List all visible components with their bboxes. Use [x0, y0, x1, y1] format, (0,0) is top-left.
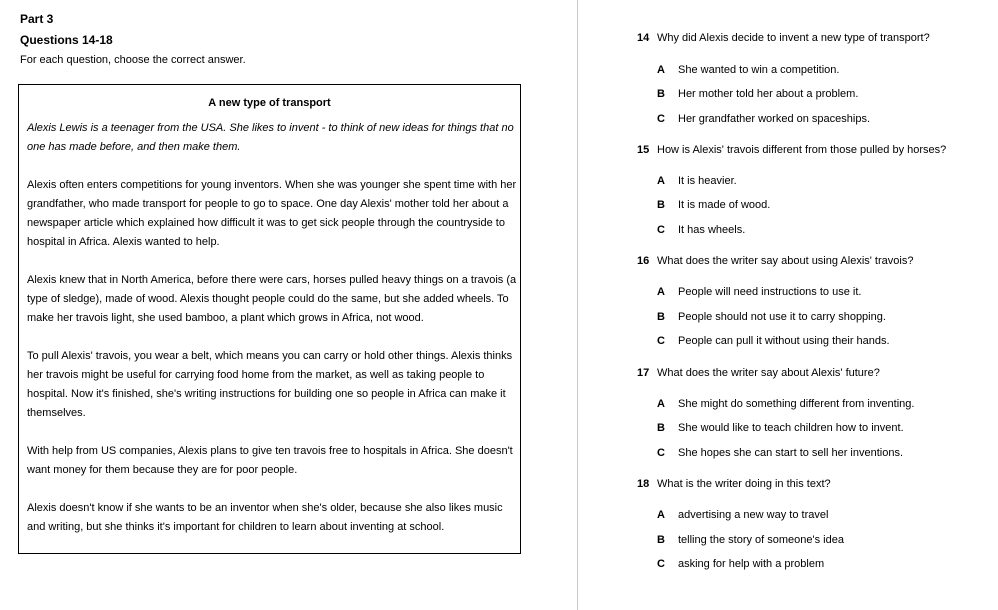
option-text: She hopes she can start to sell her inventions.: [678, 447, 904, 459]
option-text: She would like to teach children how to invent.: [678, 422, 904, 434]
option-text: She wanted to win a competition.: [678, 64, 840, 76]
option-letter: C: [657, 335, 665, 347]
option-letter: C: [657, 113, 665, 125]
option-letter: A: [657, 175, 665, 187]
question-number: 15: [637, 144, 650, 156]
instruction: For each question, choose the correct answer.: [20, 54, 246, 66]
part-heading: Part 3: [20, 12, 54, 26]
questions-range: Questions 14-18: [20, 33, 113, 47]
question-18: [637, 478, 831, 490]
question-number: 17: [637, 367, 650, 379]
option-letter: C: [657, 558, 665, 570]
paragraph-4: To pull Alexis' travois, you wear a belt, which means you can carry or hold other things. Alexis thinks her travois might be useful for carrying food home from the market, as well as taking people to hospital. Now it's finished, she's writing instructions for building one so people in Africa can make it themselves.: [27, 350, 513, 419]
option-letter: A: [657, 398, 665, 410]
question-text: How is Alexis' travois different from those pulled by horses?: [657, 144, 947, 156]
question-15: [637, 144, 946, 156]
option-text: People can pull it without using their hands.: [678, 335, 890, 347]
q17-option-b[interactable]: [657, 422, 904, 434]
reading-text-box: [18, 84, 521, 554]
option-letter: A: [657, 509, 665, 521]
option-letter: B: [657, 311, 665, 323]
option-letter: B: [657, 534, 665, 546]
option-text: Her mother told her about a problem.: [678, 88, 859, 100]
paragraph-1: Alexis Lewis is a teenager from the USA. She likes to invent - to think of new ideas for things that no one has made before, and then make them.: [27, 122, 514, 153]
option-text: She might do something different from inventing.: [678, 398, 915, 410]
q15-option-b[interactable]: [657, 199, 770, 211]
q16-option-a[interactable]: [657, 286, 861, 298]
text-title: A new type of transport: [208, 97, 331, 109]
q17-option-a[interactable]: [657, 398, 914, 410]
q18-option-b[interactable]: [657, 534, 844, 546]
option-text: advertising a new way to travel: [678, 509, 829, 521]
option-letter: C: [657, 447, 665, 459]
q14-option-b[interactable]: [657, 88, 858, 100]
q15-option-a[interactable]: [657, 175, 737, 187]
option-letter: B: [657, 88, 665, 100]
question-number: 16: [637, 255, 650, 267]
paragraph-6: Alexis doesn't know if she wants to be an inventor when she's older, because she also likes music and writing, but she thinks it's important for children to learn about inventing at school.: [27, 502, 503, 533]
question-text: Why did Alexis decide to invent a new type of transport?: [657, 32, 930, 44]
option-letter: B: [657, 199, 665, 211]
option-text: People should not use it to carry shopping.: [678, 311, 886, 323]
question-number: 14: [637, 32, 650, 44]
option-letter: C: [657, 224, 665, 236]
option-letter: A: [657, 64, 665, 76]
q16-option-b[interactable]: [657, 311, 886, 323]
q14-option-c[interactable]: [657, 113, 870, 125]
question-14: [637, 32, 930, 44]
paragraph-3: Alexis knew that in North America, before there were cars, horses pulled heavy things on a travois (a type of sledge), made of wood. Alexis thought people could do the same, but she added wheels. To make her travois light, she used bamboo, a plant which grows in Africa, not wood.: [27, 274, 517, 324]
question-text: What is the writer doing in this text?: [657, 478, 831, 490]
option-text: It is made of wood.: [678, 199, 771, 211]
question-text: What does the writer say about using Alexis' travois?: [657, 255, 914, 267]
q18-option-c[interactable]: [657, 558, 824, 570]
q18-option-a[interactable]: [657, 509, 828, 521]
question-text: What does the writer say about Alexis' future?: [657, 367, 880, 379]
option-letter: A: [657, 286, 665, 298]
option-text: People will need instructions to use it.: [678, 286, 862, 298]
option-text: It has wheels.: [678, 224, 746, 236]
question-number: 18: [637, 478, 650, 490]
q16-option-c[interactable]: [657, 335, 890, 347]
q15-option-c[interactable]: [657, 224, 745, 236]
q17-option-c[interactable]: [657, 447, 903, 459]
option-text: It is heavier.: [678, 175, 737, 187]
paragraph-2: Alexis often enters competitions for young inventors. When she was younger she spent time with her grandfather, who made transport for people to go to space. One day Alexis' mother told her about a newspaper article which explained how difficult it was to get sick people through the countryside to hospital in Africa. Alexis wanted to help.: [27, 179, 517, 248]
option-text: Her grandfather worked on spaceships.: [678, 113, 870, 125]
right-page: [578, 0, 998, 610]
q14-option-a[interactable]: [657, 64, 839, 76]
option-letter: B: [657, 422, 665, 434]
question-16: [637, 255, 913, 267]
question-17: [637, 367, 880, 379]
paragraph-5: With help from US companies, Alexis plans to give ten travois free to hospitals in Africa. She doesn't want money for them because they are for poor people.: [27, 445, 513, 476]
option-text: asking for help with a problem: [678, 558, 825, 570]
option-text: telling the story of someone's idea: [678, 534, 844, 546]
